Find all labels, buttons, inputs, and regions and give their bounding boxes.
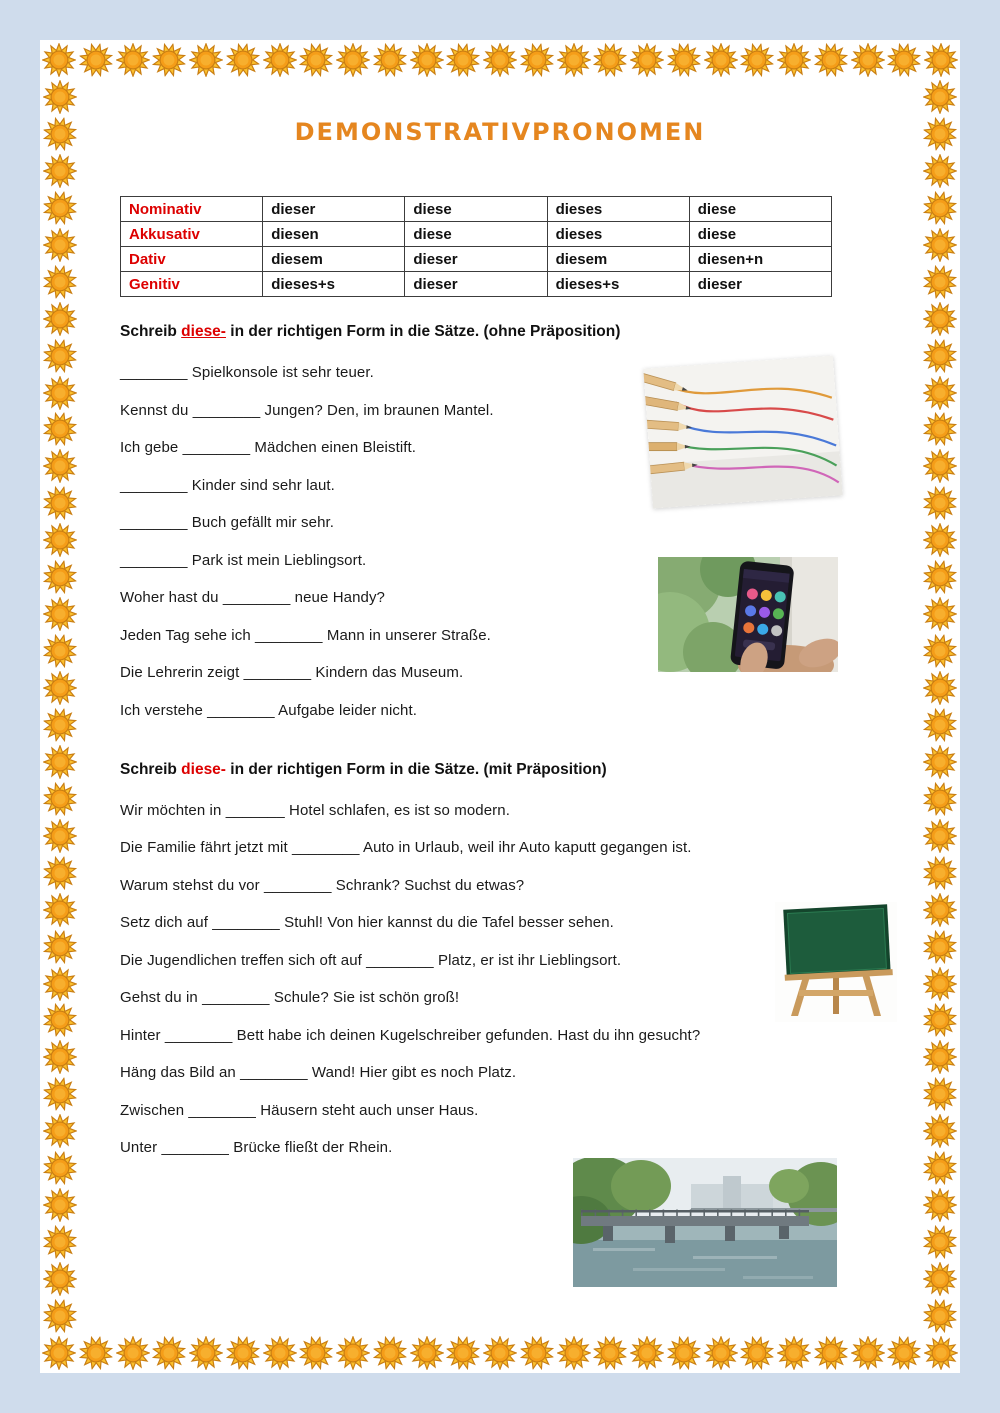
sun-icon <box>43 1114 77 1148</box>
heading-text: Schreib <box>120 760 182 778</box>
exercise-sentence: Die Jugendlichen treffen sich oft auf ________ Platz, er ist ihr Lieblingsort. <box>120 951 622 969</box>
heading-text: Schreib <box>120 323 182 340</box>
sun-border-bottom <box>42 1335 958 1371</box>
sun-icon <box>39 1000 80 1041</box>
sun-icon <box>296 39 337 80</box>
sun-icon <box>483 1336 517 1370</box>
sun-icon <box>189 43 223 77</box>
sun-icon <box>369 1332 410 1373</box>
declension-cell: diesem <box>263 247 405 272</box>
sun-icon <box>39 926 80 967</box>
heading-highlight: diese- <box>181 760 226 778</box>
declension-table <box>120 196 832 297</box>
sun-icon <box>919 557 960 598</box>
sun-icon <box>336 43 370 77</box>
sun-icon <box>39 1074 80 1115</box>
sun-icon <box>263 43 297 77</box>
sun-icon <box>919 1074 960 1115</box>
sun-icon <box>43 967 77 1001</box>
heading-text: in der richtigen Form in die Sätze. (mit Präposition) <box>225 760 607 778</box>
declension-cell: dieses <box>547 197 689 222</box>
colored-pencils-image <box>643 356 842 509</box>
exercise-sentence: Jeden Tag sehe ich ________ Mann in unserer Straße. <box>120 626 491 644</box>
table-row <box>121 222 832 247</box>
sun-icon <box>410 1336 444 1370</box>
sun-icon <box>919 335 960 376</box>
sun-icon <box>296 1332 337 1373</box>
sun-icon <box>737 39 778 80</box>
sun-icon <box>919 409 960 450</box>
sun-border-left <box>42 80 78 1333</box>
declension-cell: dieser <box>689 272 831 297</box>
declension-cell: diesen <box>263 222 405 247</box>
sun-icon <box>919 1221 960 1262</box>
sun-icon <box>42 1336 76 1370</box>
sun-icon <box>923 228 957 262</box>
declension-cell: dieser <box>405 247 547 272</box>
sun-icon <box>43 1188 77 1222</box>
sun-icon <box>149 39 190 80</box>
sun-icon <box>777 43 811 77</box>
case-label: Nominativ <box>121 197 263 222</box>
sun-icon <box>923 449 957 483</box>
declension-cell: diesem <box>547 247 689 272</box>
exercise-sentence: Warum stehst du vor ________ Schrank? Suchst du etwas? <box>120 876 525 894</box>
sun-icon <box>704 1336 738 1370</box>
sun-icon <box>884 1332 925 1373</box>
sun-icon <box>39 335 80 376</box>
declension-cell: dieses <box>547 222 689 247</box>
sun-icon <box>39 113 80 154</box>
sun-icon <box>336 1336 370 1370</box>
sun-border-right <box>922 80 958 1333</box>
sun-icon <box>777 1336 811 1370</box>
sun-icon <box>704 43 738 77</box>
sun-icon <box>923 1040 957 1074</box>
sun-icon <box>43 819 77 853</box>
exercise-sentence: Gehst du in ________ Schule? Sie ist schön groß! <box>120 989 460 1006</box>
sun-icon <box>923 671 957 705</box>
sun-icon <box>919 778 960 819</box>
sun-icon <box>39 409 80 450</box>
heading-text: in der richtigen Form in die Sätze. (ohne Präposition) <box>225 323 621 340</box>
exercise-sentence: Zwischen ________ Häusern steht auch unser Haus. <box>120 1101 479 1119</box>
sun-icon <box>919 187 960 228</box>
sun-icon <box>663 1332 704 1373</box>
sun-icon <box>42 43 76 77</box>
table-row <box>121 197 832 222</box>
sun-icon <box>43 671 77 705</box>
sun-icon <box>923 967 957 1001</box>
sun-icon <box>43 449 77 483</box>
sun-icon <box>43 523 77 557</box>
sun-icon <box>923 1188 957 1222</box>
exercise-sentence: Ich gebe ________ Mädchen einen Bleistift. <box>120 439 417 456</box>
sun-icon <box>222 39 263 80</box>
sun-icon <box>39 704 80 745</box>
sun-icon <box>222 1332 263 1373</box>
sun-icon <box>923 597 957 631</box>
sun-icon <box>516 39 557 80</box>
declension-cell: diese <box>689 197 831 222</box>
exercise-sentence: Setz dich auf ________ Stuhl! Von hier kannst du die Tafel besser sehen. <box>120 914 614 931</box>
sun-icon <box>919 630 960 671</box>
sun-border-top <box>42 42 958 78</box>
sun-icon <box>75 1332 116 1373</box>
sun-icon <box>810 1332 851 1373</box>
exercise-sentence: ________ Park ist mein Lieblingsort. <box>120 551 367 569</box>
exercise-sentence: Ich verstehe ________ Aufgabe leider nicht. <box>120 701 418 719</box>
sun-icon <box>919 483 960 524</box>
exercise-sentence: Kennst du ________ Jungen? Den, im braunen Mantel. <box>120 401 494 419</box>
case-label: Dativ <box>121 247 263 272</box>
sun-icon <box>39 261 80 302</box>
declension-cell: dieses+s <box>263 272 405 297</box>
worksheet-sheet <box>40 40 960 1373</box>
sun-icon <box>410 43 444 77</box>
sun-icon <box>39 630 80 671</box>
chalkboard-icon <box>781 904 893 981</box>
sun-icon <box>39 187 80 228</box>
sun-icon <box>39 852 80 893</box>
sun-icon <box>43 597 77 631</box>
sun-icon <box>483 43 517 77</box>
exercise-sentence: ________ Spielkonsole ist sehr teuer. <box>120 364 374 381</box>
exercise-sentence: ________ Buch gefällt mir sehr. <box>120 514 335 531</box>
exercise-sentence: Die Familie fährt jetzt mit ________ Auto in Urlaub, weil ihr Auto kaputt gegangen ist. <box>120 839 692 856</box>
section1-heading <box>120 323 880 341</box>
sun-icon <box>149 1332 190 1373</box>
sun-icon <box>919 1148 960 1189</box>
heading-highlight: diese- <box>181 323 226 340</box>
sun-icon <box>919 261 960 302</box>
table-row <box>121 247 832 272</box>
sun-icon <box>919 926 960 967</box>
sun-icon <box>39 1295 80 1336</box>
chalkboard-image <box>775 902 897 1022</box>
sun-icon <box>39 778 80 819</box>
sun-icon <box>919 113 960 154</box>
sun-icon <box>923 376 957 410</box>
case-label: Genitiv <box>121 272 263 297</box>
sun-icon <box>369 39 410 80</box>
sun-icon <box>43 1040 77 1074</box>
sun-icon <box>557 43 591 77</box>
exercise-sentence: ________ Kinder sind sehr laut. <box>120 476 335 494</box>
sun-icon <box>923 80 957 114</box>
sun-icon <box>43 228 77 262</box>
exercise-sentence: Wir möchten in _______ Hotel schlafen, es ist so modern. <box>120 801 510 819</box>
sun-icon <box>590 39 631 80</box>
bridge-image <box>573 1158 837 1287</box>
sun-icon <box>919 1000 960 1041</box>
sun-icon <box>443 39 484 80</box>
sun-icon <box>43 893 77 927</box>
sun-icon <box>630 1336 664 1370</box>
sun-icon <box>923 1114 957 1148</box>
sun-icon <box>923 1262 957 1296</box>
exercise-sentence: Häng das Bild an ________ Wand! Hier gibt es noch Platz. <box>120 1064 517 1081</box>
sun-icon <box>851 1336 885 1370</box>
sun-icon <box>43 80 77 114</box>
sun-icon <box>557 1336 591 1370</box>
sun-icon <box>116 1336 150 1370</box>
case-label: Akkusativ <box>121 222 263 247</box>
declension-cell: diese <box>405 197 547 222</box>
sun-icon <box>923 745 957 779</box>
sun-icon <box>39 557 80 598</box>
sun-icon <box>43 745 77 779</box>
sun-icon <box>630 43 664 77</box>
sun-icon <box>39 1148 80 1189</box>
sun-icon <box>923 154 957 188</box>
declension-cell: diese <box>689 222 831 247</box>
table-row <box>121 272 832 297</box>
sun-icon <box>663 39 704 80</box>
smartphone-image <box>658 557 838 672</box>
sun-icon <box>923 819 957 853</box>
exercise-sentence: Die Lehrerin zeigt ________ Kindern das Museum. <box>120 664 464 681</box>
sun-icon <box>43 1262 77 1296</box>
declension-cell: diesen+n <box>689 247 831 272</box>
sun-icon <box>39 1221 80 1262</box>
sun-icon <box>923 523 957 557</box>
sun-icon <box>189 1336 223 1370</box>
section2-heading <box>120 761 880 779</box>
sun-icon <box>924 43 958 77</box>
sun-icon <box>590 1332 631 1373</box>
sun-icon <box>43 154 77 188</box>
sun-icon <box>43 302 77 336</box>
sun-icon <box>443 1332 484 1373</box>
page-title: DEMONSTRATIVPRONOMEN <box>294 118 706 146</box>
sun-icon <box>43 376 77 410</box>
exercise-sentence: Woher hast du ________ neue Handy? <box>120 589 385 606</box>
sun-icon <box>737 1332 778 1373</box>
declension-cell: diese <box>405 222 547 247</box>
sun-icon <box>919 704 960 745</box>
section2-sentences <box>120 801 880 1159</box>
declension-cell: dieses+s <box>547 272 689 297</box>
sun-icon <box>923 893 957 927</box>
sun-icon <box>851 43 885 77</box>
sun-icon <box>263 1336 297 1370</box>
sun-icon <box>919 1295 960 1336</box>
sun-icon <box>75 39 116 80</box>
sun-icon <box>924 1336 958 1370</box>
sun-icon <box>884 39 925 80</box>
sun-icon <box>116 43 150 77</box>
sun-icon <box>516 1332 557 1373</box>
declension-cell: dieser <box>405 272 547 297</box>
sun-icon <box>39 483 80 524</box>
declension-cell: dieser <box>263 197 405 222</box>
sun-icon <box>919 852 960 893</box>
sun-icon <box>923 302 957 336</box>
exercise-sentence: Unter ________ Brücke fließt der Rhein. <box>120 1139 393 1156</box>
sun-icon <box>810 39 851 80</box>
exercise-sentence: Hinter ________ Bett habe ich deinen Kugelschreiber gefunden. Hast du ihn gesucht? <box>120 1026 701 1044</box>
